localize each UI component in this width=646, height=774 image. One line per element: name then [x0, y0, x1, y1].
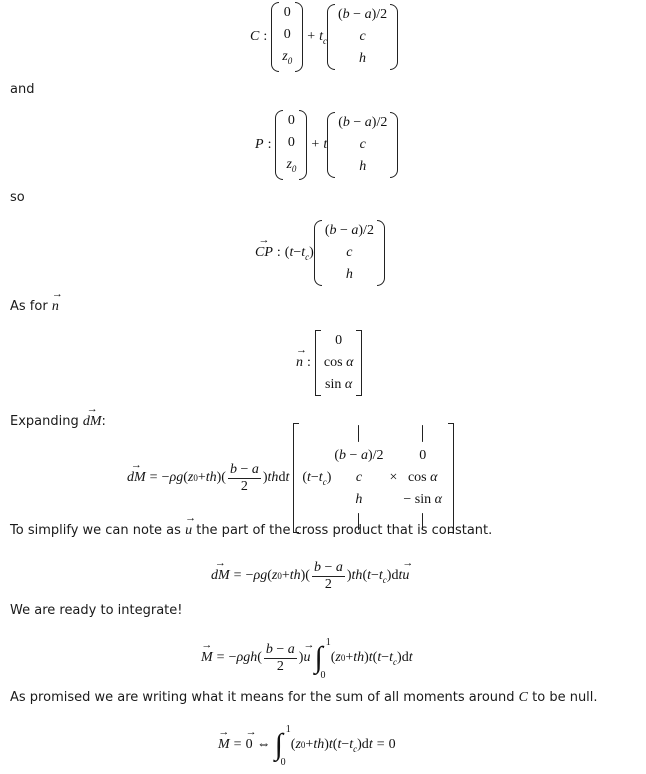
- equation-dM-simplified: → dM = − ρg ( z 0 + th )( $\frac{b - a}{2}$ ) th ( t − $t_c$ )d t → u: [211, 556, 409, 596]
- text-as-for: As for → n: [10, 299, 59, 315]
- equation-M-integral: → M = − ρgh ( $\frac{b - a}{2}$ ) → u ∫ 1 0 ( z 0 + th ) t ( t − $t_c$ )d t: [201, 636, 413, 680]
- text-ready: We are ready to integrate!: [10, 603, 183, 618]
- vector-origin: 0 0 $z_0$: [271, 2, 303, 72]
- text-promised: As promised we are writing what it means for the sum of all moments around C to be null.: [10, 690, 598, 705]
- equation-line-P: P : 0 0 $z_0$ + t (b − a)/2 c h: [255, 114, 398, 176]
- symbol-n: → n: [52, 299, 59, 315]
- equation-line-CP: → CP : ( t − $t_c$ ) (b − a)/2 c h: [255, 222, 385, 284]
- text-so: so: [10, 190, 25, 205]
- equation-line-n: → n : 0 cos α sin α: [296, 332, 362, 394]
- equation-dM-expansion: → dM = − ρg ( z 0 + th )( $\frac{b - a}{2}$ ) th d t ( t − $t_c$ ) (b − a)/2 c h × 0 cos α − sin α: [127, 446, 454, 510]
- symbol-u: → u: [185, 523, 192, 539]
- vector-direction: (b − a)/2 c h: [327, 4, 398, 70]
- equation-line-C: C : 0 0 $z_0$ + $t_c$ (b − a)/2 c h: [250, 6, 398, 68]
- equation-M-null: → M = → 0 ⇔ ∫ 1 0 ( z 0 + th ) t ( t − $t_c$ )d t = 0: [218, 722, 396, 768]
- symbol-dM: → dM: [83, 414, 102, 430]
- text-simplify: To simplify we can note as → u the part of the cross product that is constant.: [10, 523, 492, 539]
- text-expanding: Expanding → dM:: [10, 414, 106, 430]
- text-and: and: [10, 82, 35, 97]
- symbol-C: C: [518, 690, 528, 705]
